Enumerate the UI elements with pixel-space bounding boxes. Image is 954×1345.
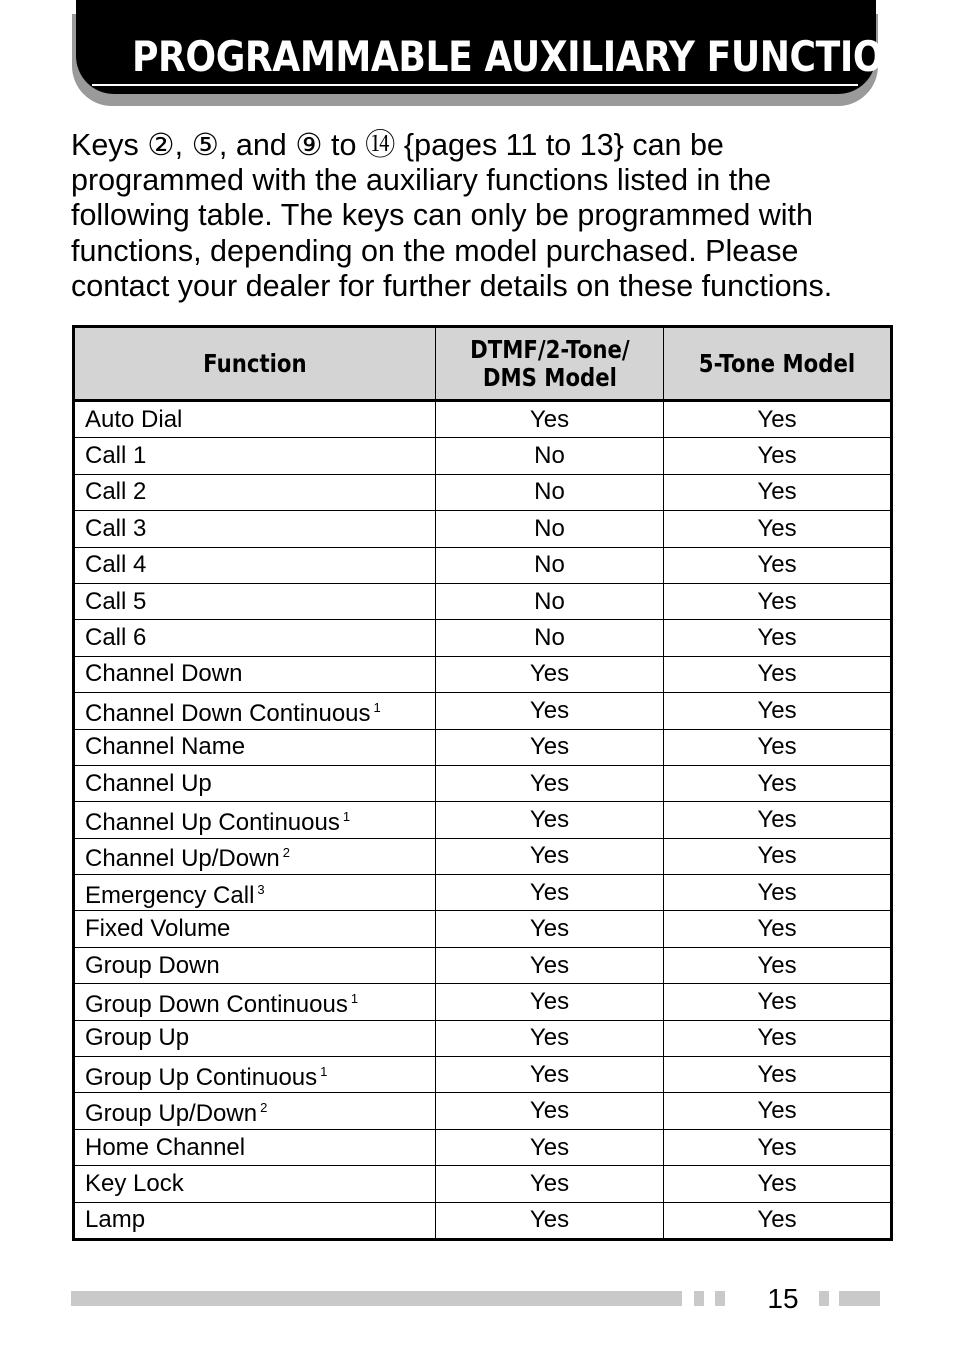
cell-dtmf-model: No bbox=[436, 583, 664, 619]
cell-dtmf-model: Yes bbox=[436, 693, 664, 729]
cell-dtmf-model: Yes bbox=[436, 1129, 664, 1165]
cell-dtmf-model: Yes bbox=[436, 802, 664, 838]
cell-function: Channel Up Continuous $^1$ bbox=[74, 802, 436, 838]
footnote-marker: 1 bbox=[350, 990, 359, 1006]
cell-function: Fixed Volume bbox=[74, 911, 436, 947]
footnote-marker: 1 bbox=[342, 808, 351, 824]
cell-function: Call 2 bbox=[74, 474, 436, 510]
cell-dtmf-model: Yes bbox=[436, 1020, 664, 1056]
footnote-marker: 1 bbox=[373, 699, 381, 715]
cell-5-tone-model: Yes bbox=[664, 547, 892, 583]
table-row bbox=[74, 838, 892, 874]
footer-bar bbox=[71, 1291, 682, 1306]
cell-5-tone-model: Yes bbox=[664, 875, 892, 911]
cell-function: Call 6 bbox=[74, 620, 436, 656]
header-dtmf-model: DTMF/2-Tone/ DMS Model bbox=[436, 327, 664, 401]
cell-function: Channel Up bbox=[74, 765, 436, 801]
footer-bar-tick bbox=[715, 1291, 725, 1306]
header-function: Function bbox=[74, 327, 436, 401]
table-row bbox=[74, 1129, 892, 1165]
footnote-marker: 1 bbox=[320, 1063, 328, 1079]
cell-function: Group Up bbox=[74, 1020, 436, 1056]
table-row bbox=[74, 984, 892, 1020]
cell-dtmf-model: Yes bbox=[436, 1093, 664, 1129]
table-body bbox=[74, 401, 892, 1240]
footer-bar-tick bbox=[694, 1291, 704, 1306]
table-row bbox=[74, 947, 892, 983]
cell-5-tone-model: Yes bbox=[664, 401, 892, 438]
cell-5-tone-model: Yes bbox=[664, 1129, 892, 1165]
cell-function: Call 4 bbox=[74, 547, 436, 583]
table-row bbox=[74, 765, 892, 801]
cell-5-tone-model: Yes bbox=[664, 620, 892, 656]
cell-function: Home Channel bbox=[74, 1129, 436, 1165]
cell-dtmf-model: Yes bbox=[436, 729, 664, 765]
cell-5-tone-model: Yes bbox=[664, 838, 892, 874]
cell-5-tone-model: Yes bbox=[664, 1166, 892, 1202]
cell-dtmf-model: No bbox=[436, 620, 664, 656]
intro-paragraph bbox=[71, 128, 901, 304]
cell-dtmf-model: Yes bbox=[436, 875, 664, 911]
table-row bbox=[74, 1202, 892, 1239]
footnote-marker: 2 bbox=[282, 845, 291, 861]
cell-dtmf-model: No bbox=[436, 474, 664, 510]
cell-function: Group Up/Down $^2$ bbox=[74, 1093, 436, 1129]
table-row bbox=[74, 511, 892, 547]
cell-dtmf-model: Yes bbox=[436, 1057, 664, 1093]
cell-function: Call 5 bbox=[74, 583, 436, 619]
footer-bar-end bbox=[839, 1291, 880, 1306]
cell-5-tone-model: Yes bbox=[664, 438, 892, 474]
cell-5-tone-model: Yes bbox=[664, 947, 892, 983]
table-row bbox=[74, 656, 892, 692]
cell-5-tone-model: Yes bbox=[664, 511, 892, 547]
intro-line: functions, depending on the model purchased. Please bbox=[71, 233, 799, 268]
cell-5-tone-model: Yes bbox=[664, 1202, 892, 1239]
table-row bbox=[74, 875, 892, 911]
cell-5-tone-model: Yes bbox=[664, 583, 892, 619]
cell-function: Channel Up/Down $^2$ bbox=[74, 838, 436, 874]
cell-function: Group Down bbox=[74, 947, 436, 983]
intro-line: Keys ②, ⑤, and ⑨ to ⑭ {pages 11 to 13} can be bbox=[71, 128, 724, 162]
cell-5-tone-model: Yes bbox=[664, 984, 892, 1020]
cell-dtmf-model: Yes bbox=[436, 1202, 664, 1239]
cell-5-tone-model: Yes bbox=[664, 474, 892, 510]
cell-dtmf-model: Yes bbox=[436, 838, 664, 874]
cell-5-tone-model: Yes bbox=[664, 1093, 892, 1129]
function-table-wrapper bbox=[72, 325, 890, 1241]
header-5-tone-model: 5-Tone Model bbox=[664, 327, 892, 401]
table-row bbox=[74, 583, 892, 619]
table-row bbox=[74, 1020, 892, 1056]
cell-function: Call 1 bbox=[74, 438, 436, 474]
function-table bbox=[72, 325, 893, 1241]
page-title: PROGRAMMABLE AUXILIARY FUNCTIONS bbox=[132, 32, 939, 81]
intro-line: following table. The keys can only be programmed with bbox=[71, 198, 813, 233]
table-row bbox=[74, 438, 892, 474]
cell-5-tone-model: Yes bbox=[664, 765, 892, 801]
cell-5-tone-model: Yes bbox=[664, 802, 892, 838]
cell-dtmf-model: Yes bbox=[436, 765, 664, 801]
footer-bar-tick bbox=[819, 1291, 829, 1306]
cell-function: Group Down Continuous $^1$ bbox=[74, 984, 436, 1020]
table-row bbox=[74, 693, 892, 729]
table-header-row bbox=[74, 327, 892, 401]
table-row bbox=[74, 729, 892, 765]
cell-function: Emergency Call $^3$ bbox=[74, 875, 436, 911]
cell-5-tone-model: Yes bbox=[664, 693, 892, 729]
table-row bbox=[74, 620, 892, 656]
cell-function: Channel Down Continuous $^1$ bbox=[74, 693, 436, 729]
table-row bbox=[74, 1093, 892, 1129]
table-row bbox=[74, 474, 892, 510]
cell-function: Key Lock bbox=[74, 1166, 436, 1202]
cell-dtmf-model: Yes bbox=[436, 1166, 664, 1202]
cell-dtmf-model: No bbox=[436, 511, 664, 547]
table-row bbox=[74, 401, 892, 438]
cell-5-tone-model: Yes bbox=[664, 911, 892, 947]
footnote-marker: 3 bbox=[257, 881, 265, 897]
intro-line: contact your dealer for further details on these functions. bbox=[71, 268, 833, 303]
table-row bbox=[74, 1057, 892, 1093]
cell-function: Channel Down bbox=[74, 656, 436, 692]
cell-dtmf-model: Yes bbox=[436, 984, 664, 1020]
cell-function: Lamp bbox=[74, 1202, 436, 1239]
cell-5-tone-model: Yes bbox=[664, 656, 892, 692]
cell-dtmf-model: No bbox=[436, 438, 664, 474]
table-row bbox=[74, 802, 892, 838]
cell-function: Call 3 bbox=[74, 511, 436, 547]
intro-line: programmed with the auxiliary functions listed in the bbox=[71, 163, 772, 198]
footnote-marker: 2 bbox=[260, 1100, 268, 1116]
table-row bbox=[74, 547, 892, 583]
cell-dtmf-model: No bbox=[436, 547, 664, 583]
cell-dtmf-model: Yes bbox=[436, 401, 664, 438]
cell-dtmf-model: Yes bbox=[436, 911, 664, 947]
table-row bbox=[74, 1166, 892, 1202]
cell-dtmf-model: Yes bbox=[436, 656, 664, 692]
page-number: 15 bbox=[767, 1283, 799, 1314]
cell-dtmf-model: Yes bbox=[436, 947, 664, 983]
cell-5-tone-model: Yes bbox=[664, 1020, 892, 1056]
cell-5-tone-model: Yes bbox=[664, 1057, 892, 1093]
table-row bbox=[74, 911, 892, 947]
cell-function: Group Up Continuous $^1$ bbox=[74, 1057, 436, 1093]
cell-function: Channel Name bbox=[74, 729, 436, 765]
cell-5-tone-model: Yes bbox=[664, 729, 892, 765]
cell-function: Auto Dial bbox=[74, 401, 436, 438]
